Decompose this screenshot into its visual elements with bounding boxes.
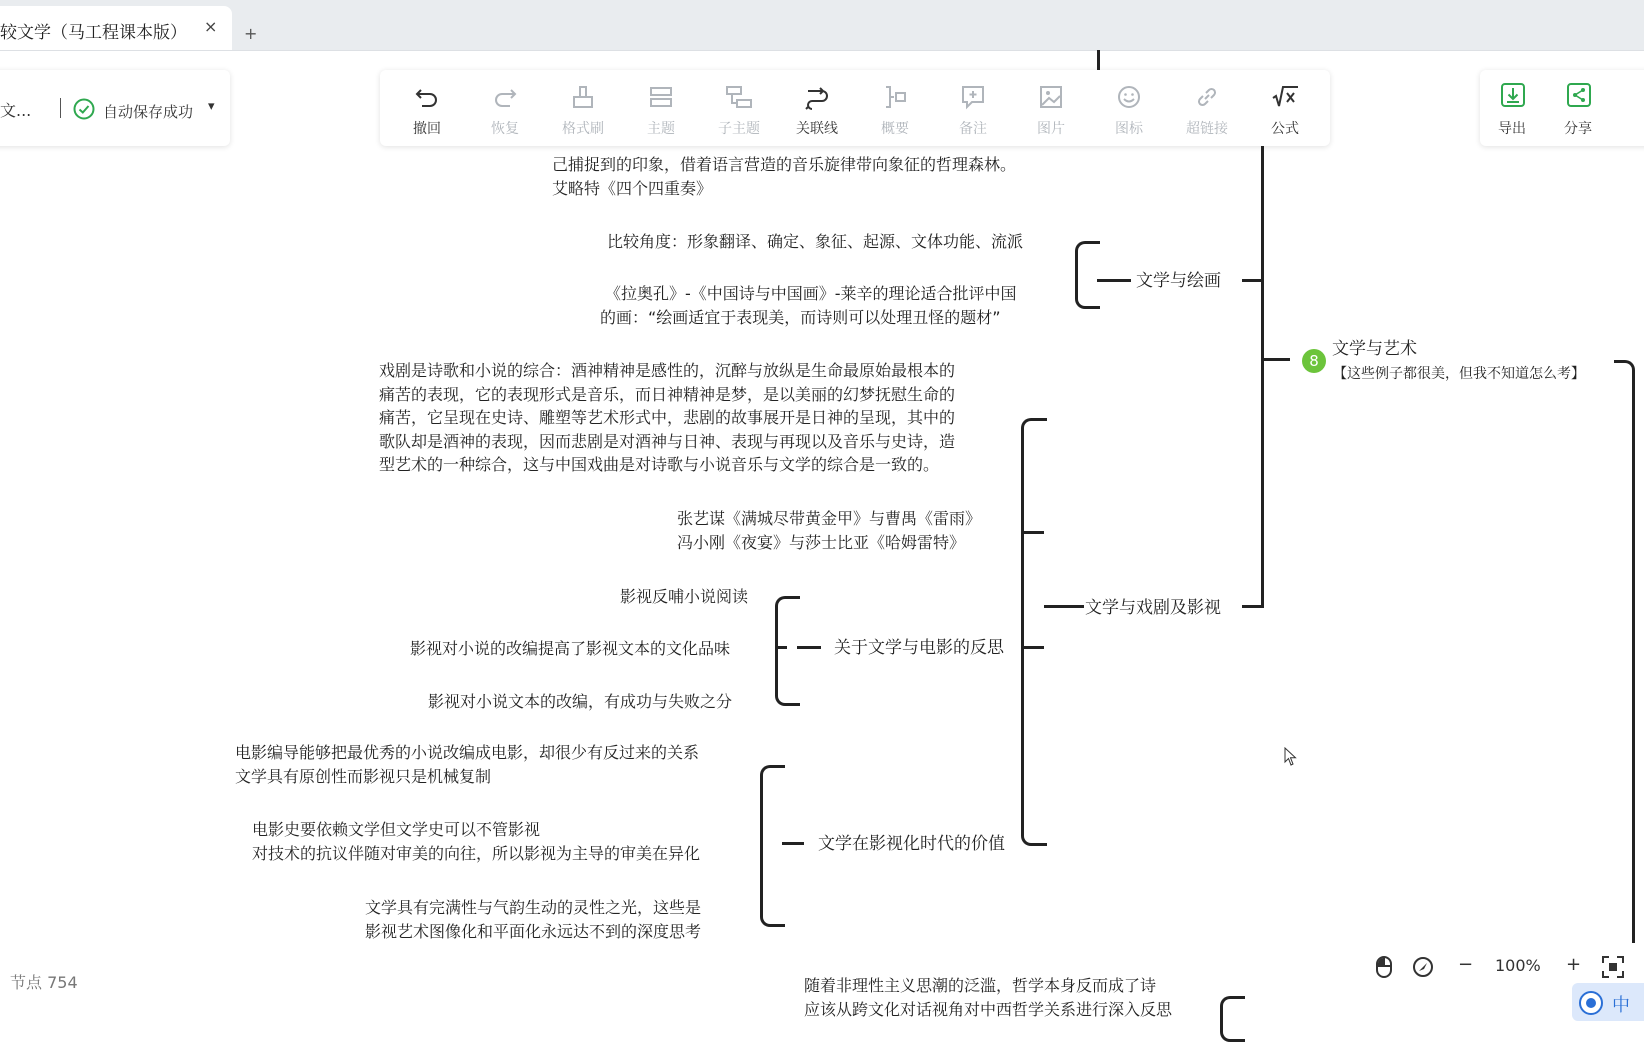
ime-logo-icon	[1578, 990, 1604, 1016]
summary-button[interactable]	[856, 70, 934, 146]
topic-reflection[interactable]: 关于文学与电影的反思	[834, 638, 1004, 658]
undo-icon	[412, 82, 442, 112]
image-button[interactable]	[1012, 70, 1090, 146]
connector-line	[1242, 605, 1264, 608]
topic-node-text[interactable]: 冯小刚《夜宴》与莎士比亚《哈姆雷特》	[677, 533, 966, 552]
subtopic-label: 子主题	[718, 121, 760, 137]
mouse-mode-icon[interactable]	[1374, 956, 1394, 978]
document-status-card	[0, 70, 230, 146]
topic-node-text[interactable]: 影视艺术图像化和平面化永远达不到的深度思考	[365, 922, 702, 941]
topic-node-text[interactable]: 文学具有完满性与气韵生动的灵性之光，这些是	[365, 898, 702, 917]
topic-node-text[interactable]: 痛苦，它呈现在史诗、雕塑等艺术形式中，悲剧的故事展开是日神的呈现，其中的	[379, 408, 956, 427]
painting-bracket	[1075, 241, 1100, 309]
note-label: 备注	[959, 121, 987, 137]
link-icon	[1192, 82, 1222, 112]
topic-literature-painting[interactable]: 文学与绘画	[1136, 271, 1221, 291]
connector-line	[775, 646, 787, 649]
emoji-label: 图标	[1115, 121, 1143, 137]
toolbar	[380, 70, 1330, 146]
zoom-in-button[interactable]: +	[1566, 954, 1582, 975]
redo-button[interactable]	[466, 70, 544, 146]
connector-line	[1242, 279, 1264, 282]
image-label: 图片	[1037, 121, 1065, 137]
connector-line	[1097, 50, 1100, 70]
export-icon	[1500, 82, 1526, 108]
connector-line	[1021, 646, 1044, 649]
topic-node-text[interactable]: 电影史要依赖文学但文学史可以不管影视	[252, 820, 541, 839]
topic-node-text[interactable]: 应该从跨文化对话视角对中西哲学关系进行深入反思	[804, 1000, 1173, 1019]
topic-node-text[interactable]: 戏剧是诗歌和小说的综合：酒神精神是感性的，沉醉与放纵是生命最原始最根本的	[379, 361, 956, 380]
check-circle-icon	[73, 98, 95, 120]
summary-label: 概要	[881, 121, 909, 137]
zoom-level: 100%	[1495, 956, 1541, 975]
connector-line	[1097, 279, 1131, 282]
share-icon	[1566, 82, 1592, 108]
topic-note[interactable]: 【这些例子都很美，但我不知道怎么考】	[1333, 366, 1585, 382]
topic-icon	[646, 82, 676, 112]
redo-label: 恢复	[491, 121, 519, 137]
export-button[interactable]	[1480, 70, 1544, 146]
topic-node-text[interactable]: 比较角度：形象翻译、确定、象征、起源、文体功能、流派	[607, 232, 1024, 251]
hyperlink-button[interactable]	[1168, 70, 1246, 146]
topic-node-text[interactable]: 歌队却是酒神的表现，因而悲剧是对酒神与日神、表现与再现以及音乐与史诗，造	[379, 432, 956, 451]
note-button[interactable]	[934, 70, 1012, 146]
ime-language: 中	[1612, 995, 1630, 1016]
share-label: 分享	[1564, 121, 1592, 137]
topic-node-text[interactable]: 对技术的抗议伴随对审美的向往，所以影视为主导的审美在异化	[252, 844, 701, 863]
export-label: 导出	[1498, 121, 1526, 137]
divider	[60, 98, 61, 118]
relation-line-icon	[802, 82, 832, 112]
topic-node-text[interactable]: 影视反哺小说阅读	[620, 587, 749, 606]
topic-value[interactable]: 文学在影视化时代的价值	[818, 834, 1005, 854]
tab-title: 较文学（马工程课本版）	[0, 23, 187, 43]
redo-icon	[490, 82, 520, 112]
subtopic-button[interactable]	[700, 70, 778, 146]
format-brush-button[interactable]	[544, 70, 622, 146]
bottom-bracket	[1220, 996, 1245, 1042]
connector-line	[797, 646, 821, 649]
mouse-cursor-icon	[1284, 747, 1298, 767]
topic-node-text[interactable]: 影视对小说的改编提高了影视文本的文化品味	[410, 639, 731, 658]
topic-node-text[interactable]: 痛苦的表现，它的表现形式是音乐，而日神精神是梦，是以美丽的幻梦抚慰生命的	[379, 385, 956, 404]
document-tab[interactable]	[0, 6, 232, 50]
spine-line	[1261, 146, 1264, 608]
topic-label: 主题	[647, 121, 675, 137]
navigate-icon[interactable]	[1412, 956, 1434, 978]
right-branch-line	[1614, 360, 1635, 943]
save-menu-caret-icon[interactable]: ▾	[208, 99, 215, 114]
ime-widget[interactable]	[1572, 983, 1644, 1021]
share-button[interactable]	[1546, 70, 1610, 146]
summary-icon	[880, 82, 910, 112]
drama-bracket	[1021, 418, 1047, 846]
topic-node-text[interactable]: 电影编导能够把最优秀的小说改编成电影，却很少有反过来的关系	[235, 743, 700, 762]
topic-node-text[interactable]: 随着非理性主义思潮的泛滥，哲学本身反而成了诗	[804, 976, 1157, 995]
tab-close-icon[interactable]: ×	[204, 17, 218, 36]
tab-bar	[0, 0, 1644, 51]
relation-line-label: 关联线	[796, 121, 838, 137]
topic-node-text[interactable]: 张艺谋《满城尽带黄金甲》与曹禺《雷雨》	[677, 509, 982, 528]
topic-node-text[interactable]: 文学具有原创性而影视只是机械复制	[235, 767, 492, 786]
topic-node-text[interactable]: 《拉奥孔》-《中国诗与中国画》-莱辛的理论适合批评中国	[605, 284, 1017, 303]
format-brush-label: 格式刷	[562, 121, 604, 137]
topic-node-text[interactable]: 己捕捉到的印象，借着语言营造的音乐旋律带向象征的哲理森林。	[552, 155, 1017, 174]
priority-badge: 8	[1302, 349, 1326, 373]
formula-label: 公式	[1271, 121, 1299, 137]
reflect-bracket	[775, 596, 800, 706]
image-icon	[1036, 82, 1066, 112]
undo-button[interactable]	[388, 70, 466, 146]
formula-button[interactable]	[1246, 70, 1324, 146]
formula-icon	[1270, 82, 1300, 112]
document-name[interactable]: 文...	[0, 101, 32, 120]
undo-label: 撤回	[413, 121, 441, 137]
save-status: 自动保存成功	[103, 103, 194, 121]
hyperlink-label: 超链接	[1186, 121, 1228, 137]
format-brush-icon	[568, 82, 598, 112]
export-share-card	[1480, 70, 1644, 146]
connector-line	[1264, 358, 1290, 361]
value-bracket	[760, 765, 785, 927]
topic-node-text[interactable]: 艾略特《四个四重奏》	[552, 179, 713, 198]
node-count: 节点 754	[10, 973, 78, 992]
connector-line	[1021, 531, 1044, 534]
subtopic-icon	[724, 82, 754, 112]
zoom-out-button[interactable]: −	[1458, 954, 1474, 975]
topic-button[interactable]	[622, 70, 700, 146]
topic-literature-art[interactable]: 文学与艺术	[1332, 339, 1417, 359]
relation-line-button[interactable]	[778, 70, 856, 146]
topic-node-text[interactable]: 型艺术的一种综合，这与中国戏曲是对诗歌与小说音乐与文学的综合是一致的。	[379, 455, 940, 474]
emoji-icon	[1114, 82, 1144, 112]
connector-line	[1044, 605, 1084, 608]
topic-node-text[interactable]: 影视对小说文本的改编，有成功与失败之分	[428, 692, 733, 711]
note-icon	[958, 82, 988, 112]
topic-literature-drama[interactable]: 文学与戏剧及影视	[1085, 598, 1221, 618]
new-tab-button[interactable]: +	[244, 24, 258, 43]
topic-node-text[interactable]: 的画：“绘画适宜于表现美，而诗则可以处理丑怪的题材”	[600, 308, 1001, 327]
emoji-button[interactable]	[1090, 70, 1168, 146]
connector-line	[782, 842, 804, 845]
fit-screen-icon[interactable]	[1602, 956, 1624, 978]
